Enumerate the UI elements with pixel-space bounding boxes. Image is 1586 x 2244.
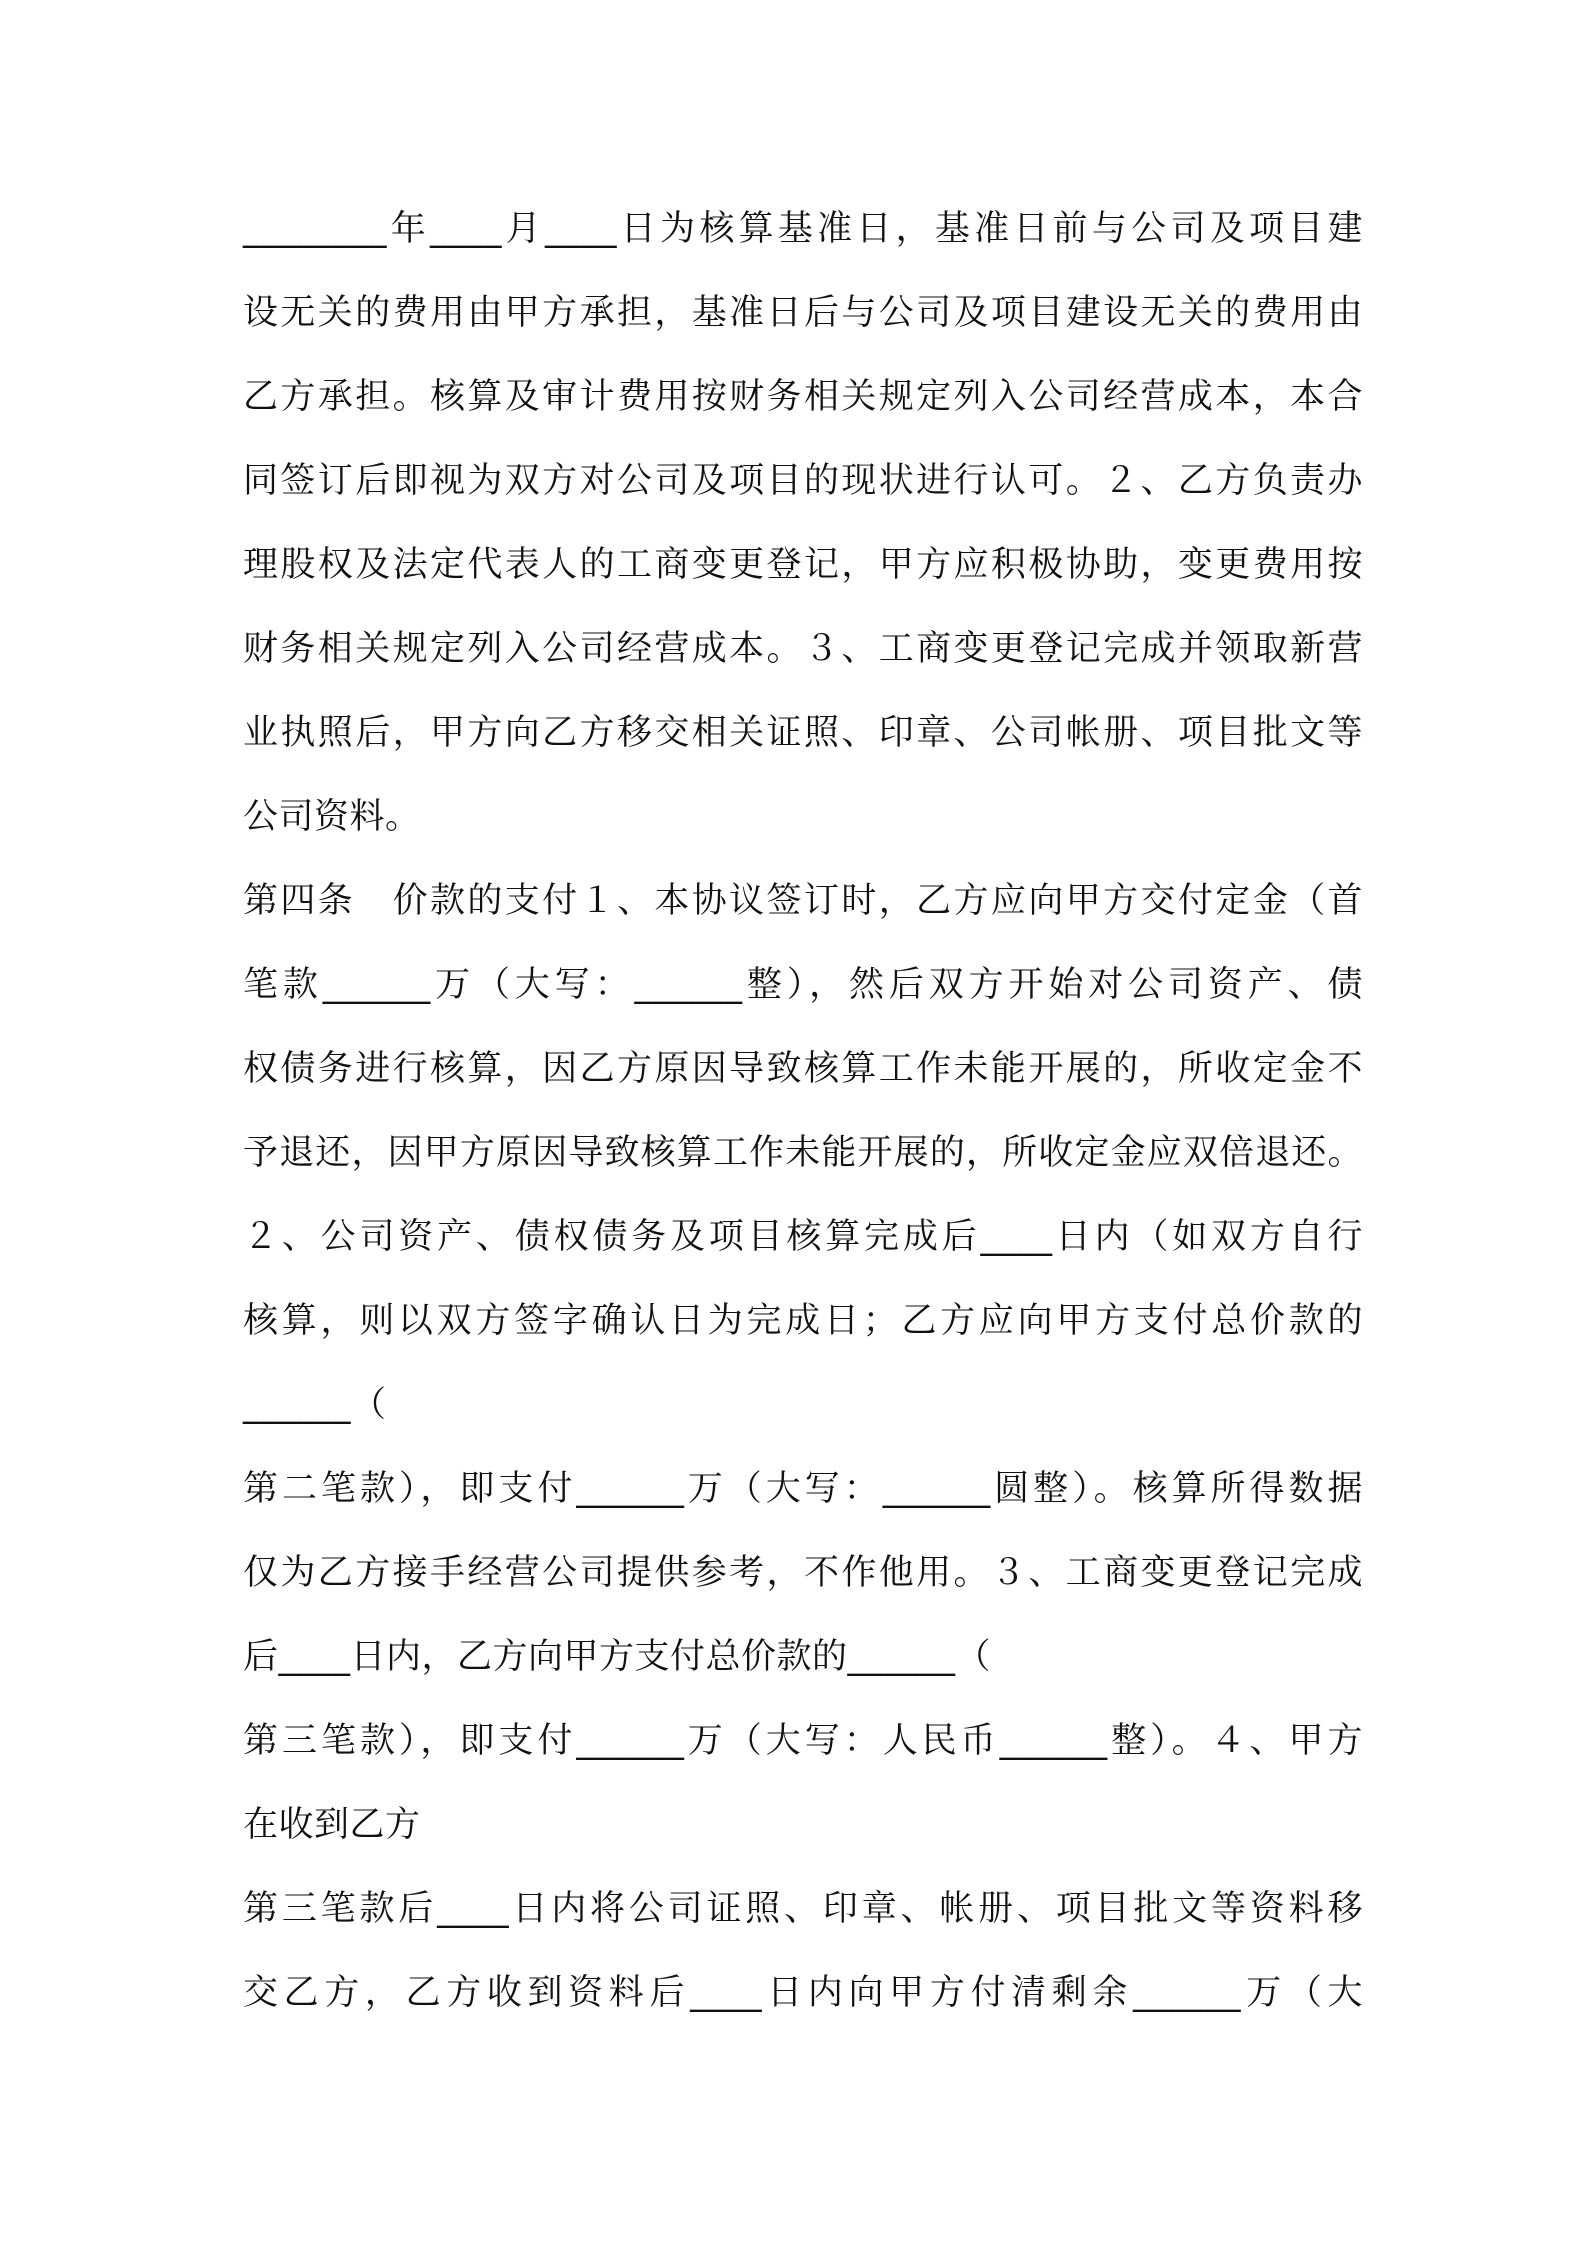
text-line: 第三笔款），即支付______万（大写：人民币______整）。４、甲方 (243, 1721, 1363, 1761)
document-body (243, 200, 1363, 2048)
text-line: 第四条 价款的支付１、本协议签订时，乙方应向甲方交付定金（首 (243, 881, 1363, 921)
text-line: 核算，则以双方签字确认日为完成日；乙方应向甲方支付总价款的 (243, 1301, 1363, 1341)
text-line: 理股权及法定代表人的工商变更登记，甲方应积极协助，变更费用按 (243, 545, 1363, 585)
text-line: 同签订后即视为双方对公司及项目的现状进行认可。２、乙方负责办 (243, 461, 1363, 501)
text-line: 业执照后，甲方向乙方移交相关证照、印章、公司帐册、项目批文等 (243, 713, 1363, 753)
text-line: 在收到乙方 (243, 1805, 421, 1845)
text-line: 乙方承担。核算及审计费用按财务相关规定列入公司经营成本，本合 (243, 377, 1363, 417)
text-line: 设无关的费用由甲方承担，基准日后与公司及项目建设无关的费用由 (243, 293, 1363, 333)
text-line: 权债务进行核算，因乙方原因导致核算工作未能开展的，所收定金不 (243, 1049, 1363, 1089)
text-line: 交乙方，乙方收到资料后____日内向甲方付清剩余______万（大 (243, 1973, 1363, 2013)
text-line: 予退还，因甲方原因导致核算工作未能开展的，所收定金应双倍退还。 (243, 1133, 1363, 1173)
text-line: ______（ (243, 1385, 387, 1425)
text-line: ________年____月____日为核算基准日，基准日前与公司及项目建 (243, 209, 1363, 249)
text-line: 公司资料。 (243, 797, 421, 837)
text-line: 仅为乙方接手经营公司提供参考，不作他用。３、工商变更登记完成 (243, 1553, 1363, 1593)
text-line: ２、公司资产、债权债务及项目核算完成后____日内（如双方自行 (243, 1217, 1363, 1257)
text-line: 财务相关规定列入公司经营成本。３、工商变更登记完成并领取新营 (243, 629, 1363, 669)
text-line: 后____日内，乙方向甲方支付总价款的______（ (243, 1637, 992, 1677)
text-line: 第二笔款），即支付______万（大写：______圆整）。核算所得数据 (243, 1469, 1363, 1509)
text-line: 笔款______万（大写：______整），然后双方开始对公司资产、债 (243, 965, 1363, 1005)
text-line: 第三笔款后____日内将公司证照、印章、帐册、项目批文等资料移 (243, 1889, 1363, 1929)
